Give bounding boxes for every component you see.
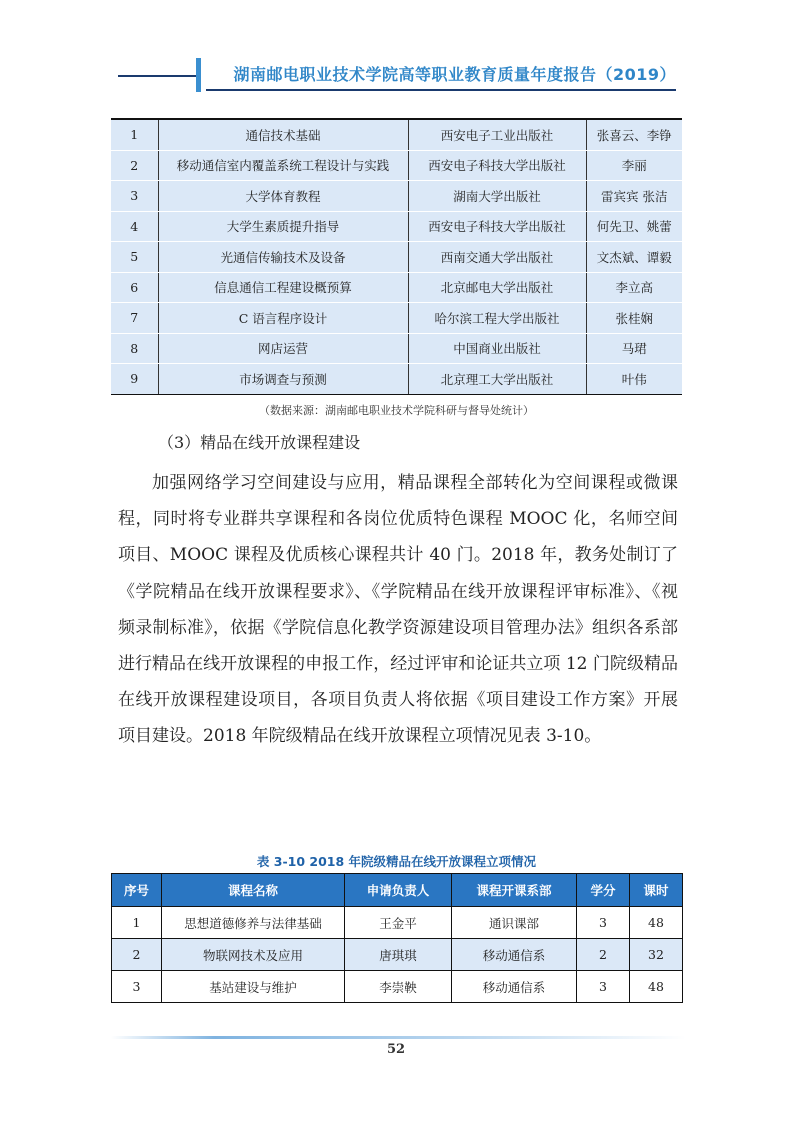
table-caption: 表 3-10 2018 年院级精品在线开放课程立项情况 bbox=[256, 854, 537, 869]
table-row bbox=[112, 939, 683, 971]
editor: 李丽 bbox=[586, 150, 682, 181]
hours: 48 bbox=[630, 907, 683, 939]
publisher: 北京邮电大学出版社 bbox=[408, 272, 586, 303]
department: 通识课部 bbox=[452, 907, 577, 939]
hours: 32 bbox=[630, 939, 683, 971]
hours: 48 bbox=[630, 971, 683, 1003]
editor: 雷宾宾 张洁 bbox=[586, 181, 682, 212]
table-row bbox=[111, 119, 682, 150]
table-row bbox=[111, 364, 682, 395]
table-row bbox=[111, 272, 682, 303]
book-title: 通信技术基础 bbox=[158, 119, 408, 150]
course-name: 物联网技术及应用 bbox=[162, 939, 345, 971]
table-row bbox=[111, 303, 682, 334]
editor: 叶伟 bbox=[586, 364, 682, 395]
editor: 李立高 bbox=[586, 272, 682, 303]
book-title: C 语言程序设计 bbox=[158, 303, 408, 334]
table-row bbox=[111, 242, 682, 273]
editor: 何先卫、姚蕾 bbox=[586, 211, 682, 242]
table-header-row bbox=[112, 874, 683, 907]
book-title: 移动通信室内覆盖系统工程设计与实践 bbox=[158, 150, 408, 181]
course-name: 思想道德修养与法律基础 bbox=[162, 907, 345, 939]
book-title: 信息通信工程建设概预算 bbox=[158, 272, 408, 303]
course-table bbox=[111, 873, 683, 1003]
table-row bbox=[112, 971, 683, 1003]
section-subheading: （3）精品在线开放课程建设 bbox=[158, 433, 361, 452]
leader: 唐琪琪 bbox=[345, 939, 452, 971]
publisher: 湖南大学出版社 bbox=[408, 181, 586, 212]
table-row bbox=[112, 907, 683, 939]
col-header-leader: 申请负责人 bbox=[345, 874, 452, 907]
row-number: 9 bbox=[111, 364, 158, 395]
table-row bbox=[111, 150, 682, 181]
book-title: 光通信传输技术及设备 bbox=[158, 242, 408, 273]
book-title: 网店运营 bbox=[158, 333, 408, 364]
row-number: 8 bbox=[111, 333, 158, 364]
row-number: 3 bbox=[112, 971, 162, 1003]
row-number: 6 bbox=[111, 272, 158, 303]
leader: 李崇鞅 bbox=[345, 971, 452, 1003]
footer-rule bbox=[111, 1036, 686, 1039]
table-row bbox=[111, 211, 682, 242]
row-number: 3 bbox=[111, 181, 158, 212]
department: 移动通信系 bbox=[452, 971, 577, 1003]
book-title: 市场调查与预测 bbox=[158, 364, 408, 395]
row-number: 5 bbox=[111, 242, 158, 273]
book-title: 大学体育教程 bbox=[158, 181, 408, 212]
publisher: 西安电子工业出版社 bbox=[408, 119, 586, 150]
row-number: 1 bbox=[112, 907, 162, 939]
publisher: 中国商业出版社 bbox=[408, 333, 586, 364]
body-paragraph: 加强网络学习空间建设与应用，精品课程全部转化为空间课程或微课程，同时将专业群共享课程和各岗位优质特色课程 MOOC 化，名师空间项目、MOOC 课程及优质核心课程共计 40 门。2018 年，教务处制订了《学院精品在线开放课程要求》、《学院精品在线开放课程评审标准》、《视频录制标准》，依据《学院信息化教学资源建设项目管理办法》组织各系部进行精品在线开放课程的申报工作，经过评审和论证共立项 12 门院级精品在线开放课程建设项目，各项目负责人将依据《项目建设工作方案》开展项目建设。2018 年院级精品在线开放课程立项情况见表 3-10。 bbox=[118, 473, 678, 747]
table-row bbox=[111, 333, 682, 364]
col-header-no: 序号 bbox=[112, 874, 162, 907]
col-header-dept: 课程开课系部 bbox=[452, 874, 577, 907]
department: 移动通信系 bbox=[452, 939, 577, 971]
editor: 马珺 bbox=[586, 333, 682, 364]
editor: 文杰斌、谭毅 bbox=[586, 242, 682, 273]
course-name: 基站建设与维护 bbox=[162, 971, 345, 1003]
data-source-note: （数据来源：湖南邮电职业技术学院科研与督导处统计） bbox=[259, 404, 534, 417]
textbook-table bbox=[111, 118, 682, 395]
credit: 2 bbox=[577, 939, 630, 971]
book-title: 大学生素质提升指导 bbox=[158, 211, 408, 242]
publisher: 西南交通大学出版社 bbox=[408, 242, 586, 273]
credit: 3 bbox=[577, 907, 630, 939]
header-accent-bar bbox=[196, 58, 201, 92]
col-header-hours: 课时 bbox=[630, 874, 683, 907]
row-number: 7 bbox=[111, 303, 158, 334]
row-number: 4 bbox=[111, 211, 158, 242]
publisher: 西安电子科技大学出版社 bbox=[408, 211, 586, 242]
publisher: 北京理工大学出版社 bbox=[408, 364, 586, 395]
table-row bbox=[111, 181, 682, 212]
publisher: 哈尔滨工程大学出版社 bbox=[408, 303, 586, 334]
row-number: 1 bbox=[111, 119, 158, 150]
page-number: 52 bbox=[386, 1042, 406, 1057]
header-rule-right bbox=[206, 89, 676, 91]
header-rule-left bbox=[118, 75, 196, 77]
row-number: 2 bbox=[111, 150, 158, 181]
editor: 张喜云、李铮 bbox=[586, 119, 682, 150]
row-number: 2 bbox=[112, 939, 162, 971]
running-header-title: 湖南邮电职业技术学院高等职业教育质量年度报告（2019） bbox=[233, 65, 676, 84]
leader: 王金平 bbox=[345, 907, 452, 939]
credit: 3 bbox=[577, 971, 630, 1003]
col-header-credit: 学分 bbox=[577, 874, 630, 907]
publisher: 西安电子科技大学出版社 bbox=[408, 150, 586, 181]
editor: 张桂娴 bbox=[586, 303, 682, 334]
col-header-course: 课程名称 bbox=[162, 874, 345, 907]
